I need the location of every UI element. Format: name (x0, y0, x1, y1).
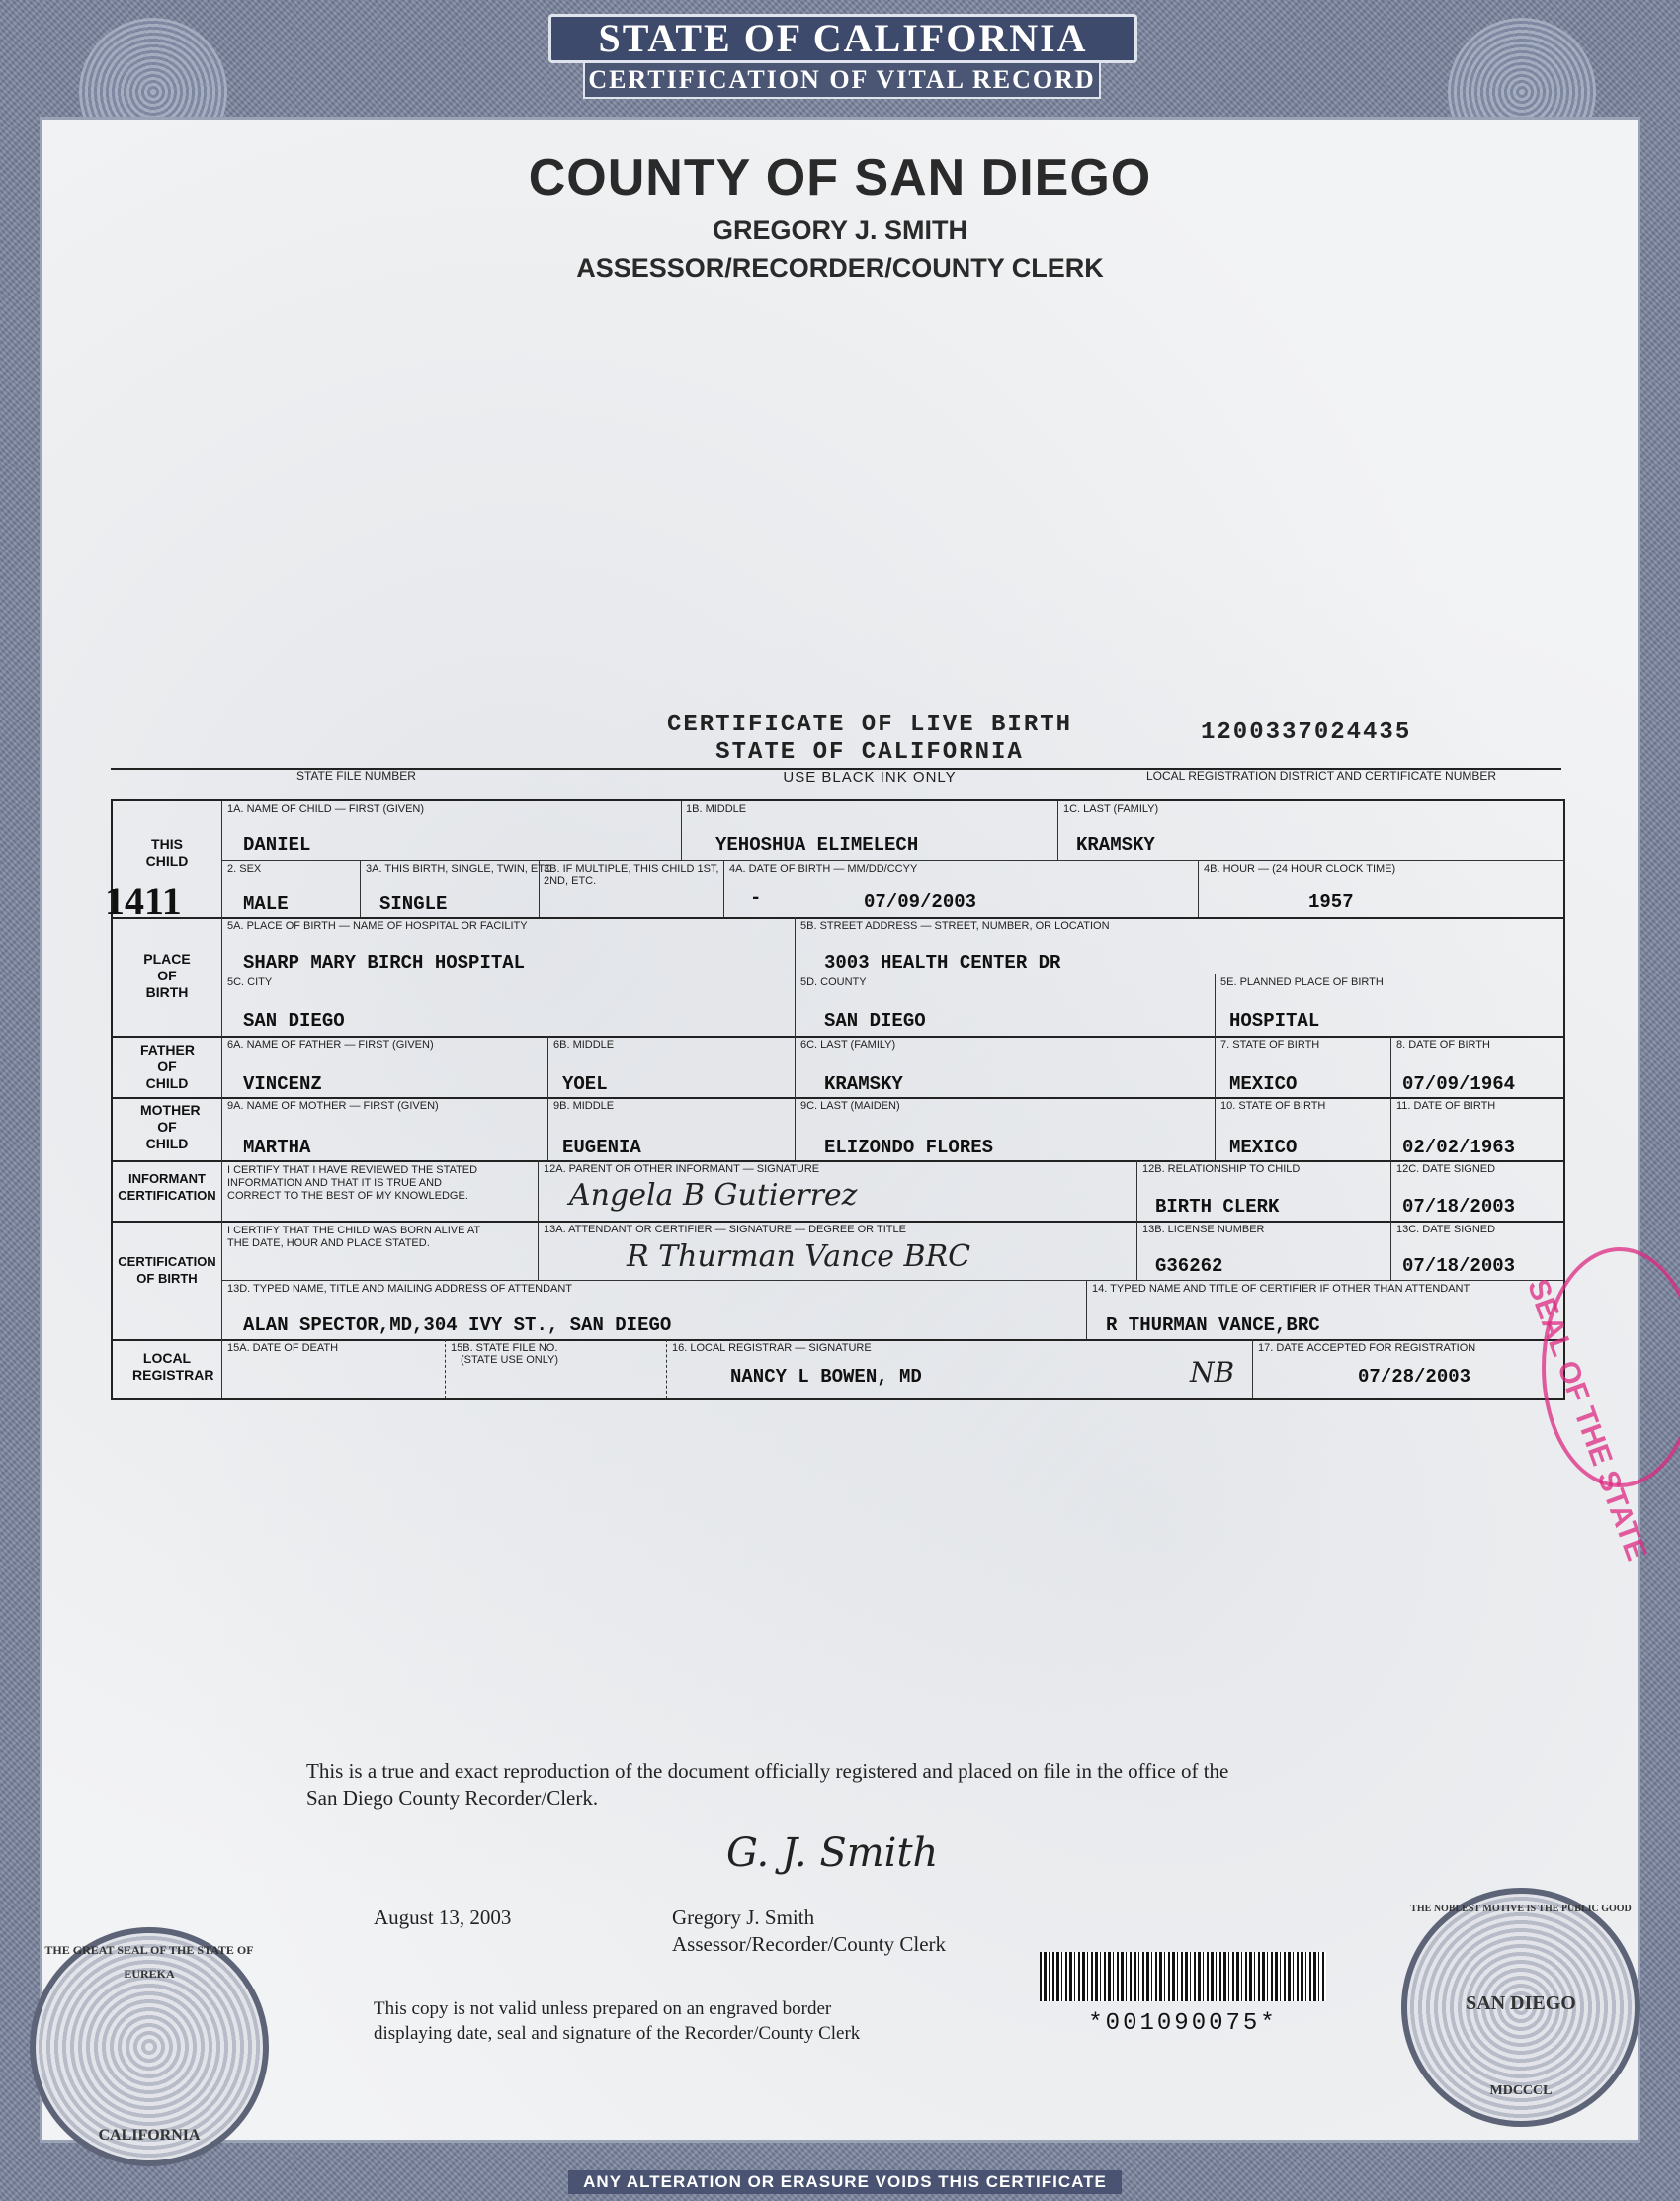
label-attendant-signature: 13A. ATTENDANT OR CERTIFIER — SIGNATURE — DEGREE OR TITLE (544, 1224, 906, 1235)
sex-value: MALE (243, 893, 289, 915)
birth-type-value: SINGLE (379, 893, 448, 915)
registrar-initials: NB (1190, 1356, 1235, 1389)
section-mother: MOTHER OF CHILD (140, 1102, 201, 1151)
label-registrar-signature: 16. LOCAL REGISTRAR — SIGNATURE (672, 1342, 872, 1354)
child-last-name: KRAMSKY (1076, 834, 1155, 856)
barcode (1040, 1952, 1326, 2001)
label-street: 5B. STREET ADDRESS — STREET, NUMBER, OR LOCATION (800, 920, 1110, 932)
section-informant: INFORMANT CERTIFICATION (118, 1171, 216, 1203)
child-first-name: DANIEL (243, 834, 311, 856)
label-relationship: 12B. RELATIONSHIP TO CHILD (1142, 1163, 1301, 1175)
registrar-value: NANCY L BOWEN, MD (730, 1366, 922, 1388)
label-father-dob: 8. DATE OF BIRTH (1396, 1039, 1490, 1051)
mother-dob-value: 02/02/1963 (1402, 1137, 1516, 1158)
ink-note: USE BLACK INK ONLY (783, 769, 957, 786)
ca-seal-eureka: EUREKA (124, 1967, 175, 1981)
attendant-statement-2: THE DATE, HOUR AND PLACE STATED. (227, 1237, 430, 1249)
informant-date-value: 07/18/2003 (1402, 1196, 1516, 1218)
certification-banner: CERTIFICATION OF VITAL RECORD (583, 61, 1101, 99)
father-dob-value: 07/09/1964 (1402, 1073, 1516, 1095)
label-birth-date: 4A. DATE OF BIRTH — MM/DD/CCYY (729, 863, 918, 875)
label-mother-last: 9C. LAST (MAIDEN) (800, 1100, 900, 1112)
section-child: THIS CHILD (145, 836, 189, 869)
label-child-last: 1C. LAST (FAMILY) (1063, 804, 1159, 815)
label-state-file-no: 15B. STATE FILE NO. (451, 1342, 558, 1354)
informant-signature: Angela B Gutierrez (569, 1178, 858, 1213)
issue-date: August 13, 2003 (374, 1905, 512, 1929)
certificate-state: STATE OF CALIFORNIA (715, 739, 1024, 766)
birth-hour-value: 1957 (1308, 891, 1354, 913)
multiple-order-value: - (750, 888, 762, 909)
label-mother-middle: 9B. MIDDLE (553, 1100, 615, 1112)
label-sex: 2. SEX (227, 863, 262, 875)
sd-seal-center: SAN DIEGO (1466, 1992, 1576, 2014)
ca-seal-bottom-text: CALIFORNIA (98, 2127, 201, 2144)
label-attendant-date: 13C. DATE SIGNED (1396, 1224, 1496, 1235)
accepted-date-value: 07/28/2003 (1358, 1366, 1471, 1388)
signer-title: Assessor/Recorder/County Clerk (672, 1932, 947, 1956)
section-place: PLACE OF BIRTH (143, 951, 191, 1000)
informant-statement-1: I CERTIFY THAT I HAVE REVIEWED THE STATED (227, 1164, 478, 1176)
label-father-state: 7. STATE OF BIRTH (1220, 1039, 1320, 1051)
child-number: 1411 (105, 879, 182, 923)
attendant-signature: R Thurman Vance BRC (627, 1239, 971, 1274)
barcode-number: *001090075* (1088, 2010, 1278, 2037)
section-certification: CERTIFICATION OF BIRTH (118, 1254, 216, 1286)
label-father-last: 6C. LAST (FAMILY) (800, 1039, 896, 1051)
label-date-of-death: 15A. DATE OF DEATH (227, 1342, 339, 1354)
label-city: 5C. CITY (227, 976, 273, 988)
attendant-date-value: 07/18/2003 (1402, 1255, 1516, 1277)
state-banner: STATE OF CALIFORNIA (548, 14, 1137, 63)
mother-first-value: MARTHA (243, 1137, 311, 1158)
validity-note-1: This copy is not valid unless prepared on an engraved border (374, 1998, 832, 2019)
street-value: 3003 HEALTH CENTER DR (824, 952, 1061, 974)
father-middle-value: YOEL (562, 1073, 608, 1095)
certifier-value: R THURMAN VANCE,BRC (1106, 1314, 1320, 1336)
informant-statement-2: INFORMATION AND THAT IT IS TRUE AND (227, 1177, 442, 1189)
child-middle-name: YEHOSHUA ELIMELECH (715, 834, 919, 856)
city-value: SAN DIEGO (243, 1010, 345, 1032)
informant-statement-3: CORRECT TO THE BEST OF MY KNOWLEDGE. (227, 1190, 468, 1202)
california-seal (30, 1927, 269, 2166)
father-state-value: MEXICO (1229, 1073, 1298, 1095)
attendant-address-value: ALAN SPECTOR,MD,304 IVY ST., SAN DIEGO (243, 1314, 672, 1336)
label-certifier: 14. TYPED NAME AND TITLE OF CERTIFIER IF OTHER THAN ATTENDANT (1092, 1283, 1470, 1295)
sd-seal-motto: THE NOBLEST MOTIVE IS THE PUBLIC GOOD (1410, 1904, 1632, 1914)
mother-last-value: ELIZONDO FLORES (824, 1137, 994, 1158)
label-attendant-address: 13D. TYPED NAME, TITLE AND MAILING ADDRESS OF ATTENDANT (227, 1283, 573, 1295)
clerk-name: GREGORY J. SMITH (712, 215, 968, 245)
label-planned-place: 5E. PLANNED PLACE OF BIRTH (1220, 976, 1384, 988)
label-birth-type: 3A. THIS BIRTH, SINGLE, TWIN, ETC. (366, 863, 555, 875)
section-registrar: LOCAL REGISTRAR (132, 1350, 214, 1383)
county-title: COUNTY OF SAN DIEGO (528, 149, 1152, 207)
clerk-signature: G. J. Smith (726, 1830, 939, 1876)
section-father: FATHER OF CHILD (140, 1042, 195, 1091)
relationship-value: BIRTH CLERK (1155, 1196, 1280, 1218)
label-informant-date: 12C. DATE SIGNED (1396, 1163, 1496, 1175)
attendant-statement-1: I CERTIFY THAT THE CHILD WAS BORN ALIVE AT (227, 1225, 481, 1236)
state-file-label: STATE FILE NUMBER (296, 769, 416, 783)
mother-state-value: MEXICO (1229, 1137, 1298, 1158)
clerk-office: ASSESSOR/RECORDER/COUNTY CLERK (576, 253, 1104, 283)
facility-value: SHARP MARY BIRCH HOSPITAL (243, 952, 526, 974)
label-multiple: 3B. IF MULTIPLE, THIS CHILD 1ST, 2ND, ETC. (544, 863, 719, 887)
label-license: 13B. LICENSE NUMBER (1142, 1224, 1265, 1235)
label-informant-signature: 12A. PARENT OR OTHER INFORMANT — SIGNATURE (544, 1163, 820, 1175)
birth-date-value: 07/09/2003 (864, 891, 977, 913)
label-accepted-date: 17. DATE ACCEPTED FOR REGISTRATION (1258, 1342, 1476, 1354)
validity-note-2: displaying date, seal and signature of the Recorder/County Clerk (374, 2023, 861, 2044)
label-father-first: 6A. NAME OF FATHER — FIRST (GIVEN) (227, 1039, 434, 1051)
planned-place-value: HOSPITAL (1229, 1010, 1320, 1032)
county-value: SAN DIEGO (824, 1010, 926, 1032)
alteration-warning: ANY ALTERATION OR ERASURE VOIDS THIS CERTIFICATE (568, 2170, 1122, 2194)
san-diego-seal (1401, 1888, 1640, 2127)
label-state-use-only: (STATE USE ONLY) (461, 1354, 559, 1366)
father-last-value: KRAMSKY (824, 1073, 903, 1095)
reproduction-statement-2: San Diego County Recorder/Clerk. (306, 1786, 599, 1810)
sd-seal-year: MDCCCL (1489, 2083, 1553, 2098)
mother-middle-value: EUGENIA (562, 1137, 641, 1158)
label-father-middle: 6B. MIDDLE (553, 1039, 615, 1051)
signer-name: Gregory J. Smith (672, 1905, 815, 1929)
certificate-number: 1200337024435 (1201, 720, 1412, 746)
license-value: G36262 (1155, 1255, 1223, 1277)
label-mother-state: 10. STATE OF BIRTH (1220, 1100, 1326, 1112)
label-child-first: 1A. NAME OF CHILD — FIRST (GIVEN) (227, 804, 425, 815)
stamp-text: SEAL OF THE STATE (1520, 1275, 1653, 1566)
label-facility: 5A. PLACE OF BIRTH — NAME OF HOSPITAL OR FACILITY (227, 920, 528, 932)
reproduction-statement-1: This is a true and exact reproduction of the document officially registered and placed on file in the office of the (306, 1759, 1229, 1783)
label-county: 5D. COUNTY (800, 976, 867, 988)
birth-record-form (111, 799, 1565, 1400)
local-registration-label: LOCAL REGISTRATION DISTRICT AND CERTIFICATE NUMBER (1146, 769, 1497, 783)
certificate-title: CERTIFICATE OF LIVE BIRTH (666, 712, 1073, 738)
label-mother-first: 9A. NAME OF MOTHER — FIRST (GIVEN) (227, 1100, 439, 1112)
label-child-middle: 1B. MIDDLE (686, 804, 747, 815)
ca-seal-top-text: THE GREAT SEAL OF THE STATE OF (44, 1943, 254, 1957)
father-first-value: VINCENZ (243, 1073, 322, 1095)
label-birth-hour: 4B. HOUR — (24 HOUR CLOCK TIME) (1204, 863, 1396, 875)
label-mother-dob: 11. DATE OF BIRTH (1396, 1100, 1496, 1112)
